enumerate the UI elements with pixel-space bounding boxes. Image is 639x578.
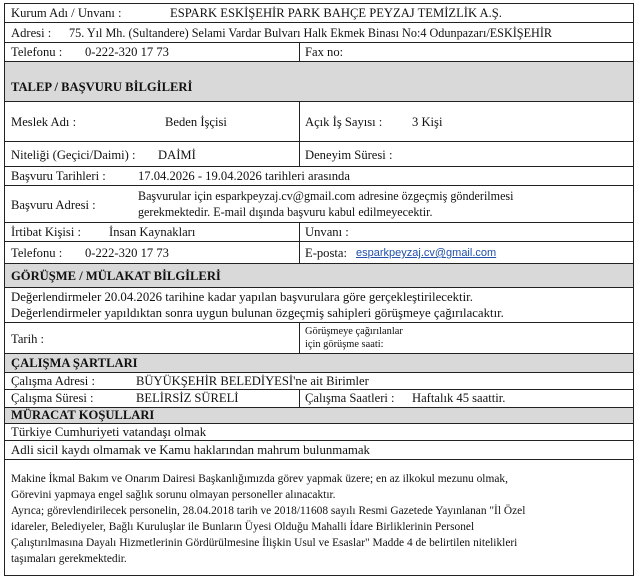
org-fax-label: Fax no: bbox=[305, 45, 344, 59]
interview-line2: Değerlendirmeler yapıldıktan sonra uygun bulunan özgeçmiş sahipleri görüşmeye çağırılacaktır. bbox=[11, 306, 504, 320]
org-name-row bbox=[5, 4, 633, 23]
nature-cell bbox=[5, 142, 299, 166]
openings-cell bbox=[299, 102, 633, 141]
contact-phone-cell bbox=[5, 242, 299, 263]
org-phone-value: 0-222-320 17 73 bbox=[85, 45, 169, 59]
work-duration-label: Çalışma Süresi : bbox=[11, 391, 94, 405]
org-phone-cell bbox=[5, 43, 299, 61]
contact-value: İnsan Kaynakları bbox=[109, 225, 196, 239]
profession-cell bbox=[5, 102, 299, 141]
interview-time-label-line2: için görüşme saati: bbox=[305, 339, 384, 350]
requirements-para-line: Çalıştırılmasına Dayalı Hizmetlerinin Gördürülmesine İlişkin Usul ve Esaslar" Madde 4 de belirtilen nitelikleri bbox=[11, 537, 518, 549]
work-address-value: BÜYÜKŞEHİR BELEDİYESİ'ne ait Birimler bbox=[136, 374, 369, 388]
contact-email-cell bbox=[299, 242, 633, 263]
requirement-row-1 bbox=[5, 424, 633, 441]
requirement-row-2 bbox=[5, 441, 633, 460]
trial-cell bbox=[299, 142, 633, 166]
contact-phone-label: Telefonu : bbox=[11, 246, 63, 260]
interview-section-header bbox=[5, 264, 633, 288]
nature-row bbox=[5, 142, 633, 167]
dates-label: Başvuru Tarihleri : bbox=[11, 169, 106, 183]
interview-section-title: GÖRÜŞME / MÜLAKAT BİLGİLERİ bbox=[11, 269, 221, 283]
requirements-section-header bbox=[5, 408, 633, 424]
work-hours-value: Haftalık 45 saattir. bbox=[412, 391, 506, 405]
profession-label: Meslek Adı : bbox=[11, 115, 77, 129]
openings-value: 3 Kişi bbox=[412, 115, 443, 129]
trial-label: Deneyim Süresi : bbox=[305, 148, 393, 162]
work-duration-cell bbox=[5, 390, 299, 407]
interview-time-cell bbox=[299, 323, 633, 353]
application-section-header bbox=[5, 62, 633, 102]
work-duration-row bbox=[5, 390, 633, 408]
contact-phone-row bbox=[5, 242, 633, 264]
application-section-title: TALEP / BAŞVURU BİLGİLERİ bbox=[11, 80, 193, 94]
org-address-label: Adresi : bbox=[11, 26, 52, 40]
contact-cell bbox=[5, 223, 299, 241]
interview-date-label: Tarih : bbox=[11, 332, 45, 346]
org-address-value: 75. Yıl Mh. (Sultandere) Selami Vardar Bulvarı Halk Ekmek Binası No:4 Odunpazarı/ESKİŞEHİR bbox=[69, 26, 553, 40]
interview-date-row bbox=[5, 323, 633, 354]
conditions-section-title: ÇALIŞMA ŞARTLARI bbox=[11, 356, 138, 370]
conditions-section-header bbox=[5, 354, 633, 373]
contact-email-link[interactable]: esparkpeyzaj.cv@gmail.com bbox=[356, 247, 497, 259]
requirements-para-line: idareler, Belediyeler, Bağlı Kuruluşlar ile Bunların Üyesi Olduğu Mahalli İdare Birliklerinin Personel bbox=[11, 521, 475, 533]
interview-date-cell bbox=[5, 323, 299, 353]
contact-row bbox=[5, 223, 633, 242]
contact-email-label: E-posta: bbox=[305, 246, 347, 260]
dates-row bbox=[5, 167, 633, 186]
requirements-para-line: Makine İkmal Bakım ve Onarım Dairesi Başkanlığımızda görev yapmak üzere; en az ilkokul mezunu olmak, bbox=[11, 473, 508, 485]
org-name-value: ESPARK ESKİŞEHİR PARK BAHÇE PEYZAJ TEMİZLİK A.Ş. bbox=[170, 6, 502, 20]
contact-phone-value: 0-222-320 17 73 bbox=[85, 246, 169, 260]
openings-label: Açık İş Sayısı : bbox=[305, 115, 383, 129]
requirement-item-2: Adli sicil kaydı olmamak ve Kamu haklarından mahrum bulunmamak bbox=[11, 443, 370, 457]
application-address-line1: Başvurular için esparkpeyzaj.cv@gmail.com adresine özgeçmiş gönderilmesi bbox=[138, 189, 514, 203]
application-address-line2: gerekmektedir. E-mail dışında başvuru kabul edilmeyecektir. bbox=[138, 205, 433, 219]
nature-value: DAİMİ bbox=[158, 148, 196, 162]
requirements-para-line: Görevini yapmaya engel sağlık sorunu olmayan personeller alınacaktır. bbox=[11, 489, 336, 501]
application-address-label: Başvuru Adresi : bbox=[11, 198, 96, 212]
work-address-row bbox=[5, 373, 633, 390]
profession-value: Beden İşçisi bbox=[165, 115, 227, 129]
contact-title-label: Unvanı : bbox=[305, 225, 349, 239]
contact-label: İrtibat Kişisi : bbox=[11, 225, 81, 239]
requirements-para-line: taşımaları gerekmektedir. bbox=[11, 553, 127, 565]
nature-label: Niteliği (Geçici/Daimi) : bbox=[11, 148, 136, 162]
org-phone-label: Telefonu : bbox=[11, 45, 63, 59]
dates-value: 17.04.2026 - 19.04.2026 tarihleri arasında bbox=[138, 169, 350, 183]
work-duration-value: BELİRSİZ SÜRELİ bbox=[136, 391, 239, 405]
interview-line1: Değerlendirmeler 20.04.2026 tarihine kadar yapılan başvurulara göre gerçekleştirilecektir. bbox=[11, 290, 473, 304]
org-fax-cell bbox=[299, 43, 633, 61]
requirement-item-1: Türkiye Cumhuriyeti vatandaşı olmak bbox=[11, 425, 207, 439]
requirements-para-line: Ayrıca; görevlendirilecek personelin, 28.04.2018 tarih ve 2018/11608 sayılı Resmi Gazetede Yayınlanan "İl Özel bbox=[11, 505, 526, 517]
work-address-label: Çalışma Adresi : bbox=[11, 374, 95, 388]
org-address-row bbox=[5, 23, 633, 43]
job-posting-form bbox=[4, 3, 634, 576]
interview-info-row bbox=[5, 288, 633, 323]
profession-row bbox=[5, 102, 633, 142]
contact-title-cell bbox=[299, 223, 633, 241]
interview-time-label-line1: Görüşmeye çağırılanlar bbox=[305, 326, 403, 337]
work-hours-label: Çalışma Saatleri : bbox=[305, 391, 395, 405]
requirements-paragraph bbox=[5, 460, 633, 576]
requirements-section-title: MÜRACAT KOŞULLARI bbox=[11, 408, 155, 422]
org-phone-row bbox=[5, 43, 633, 62]
work-hours-cell bbox=[299, 390, 633, 407]
application-address-row bbox=[5, 186, 633, 223]
org-name-label: Kurum Adı / Unvanı : bbox=[11, 6, 122, 20]
